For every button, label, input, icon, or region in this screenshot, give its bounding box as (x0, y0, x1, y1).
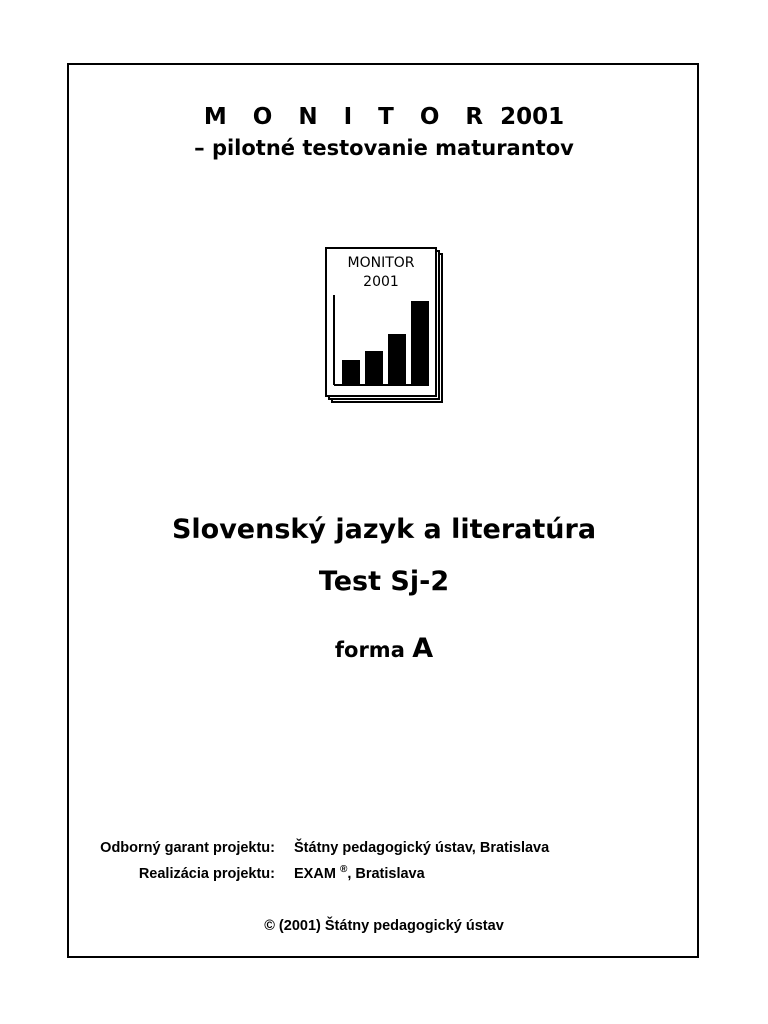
credit-label-box (70, 864, 275, 884)
garant-value: Štátny pedagogický ústav, Bratislava (294, 840, 550, 856)
realizacia-label: Realizácia projektu: (138, 866, 275, 882)
credit-label-box (70, 838, 275, 858)
garant-label: Odborný garant projektu: (100, 840, 275, 856)
realizacia-city: , Bratislava (347, 866, 425, 882)
registered-mark: ® (339, 864, 348, 875)
logo-bar-4 (411, 301, 429, 384)
forma-word: forma (334, 638, 405, 662)
test-title: Test Sj-2 (318, 566, 450, 597)
credit-row-realizacia (0, 864, 768, 884)
credit-value-box (294, 864, 674, 884)
header-subtitle: – pilotné testovanie maturantov (194, 136, 574, 160)
header-title (0, 102, 768, 132)
logo-text-monitor: MONITOR (347, 255, 415, 271)
subject-title: Slovenský jazyk a literatúra (171, 514, 597, 545)
logo-bar-1 (342, 360, 360, 384)
monitor-logo (325, 247, 445, 405)
forma-title (0, 632, 768, 667)
credit-row-garant (0, 838, 768, 858)
logo-bar-2 (365, 351, 383, 384)
logo-bar-3 (388, 334, 406, 384)
header-title-spaced: M O N I T O R (203, 104, 493, 130)
copyright-notice: © (2001) Štátny pedagogický ústav (264, 918, 504, 934)
credit-value-box (294, 838, 674, 858)
realizacia-name: EXAM (294, 866, 336, 882)
forma-letter: A (412, 633, 434, 664)
header-title-year: 2001 (500, 104, 565, 130)
logo-text-year: 2001 (363, 274, 399, 290)
realizacia-value (294, 864, 425, 886)
